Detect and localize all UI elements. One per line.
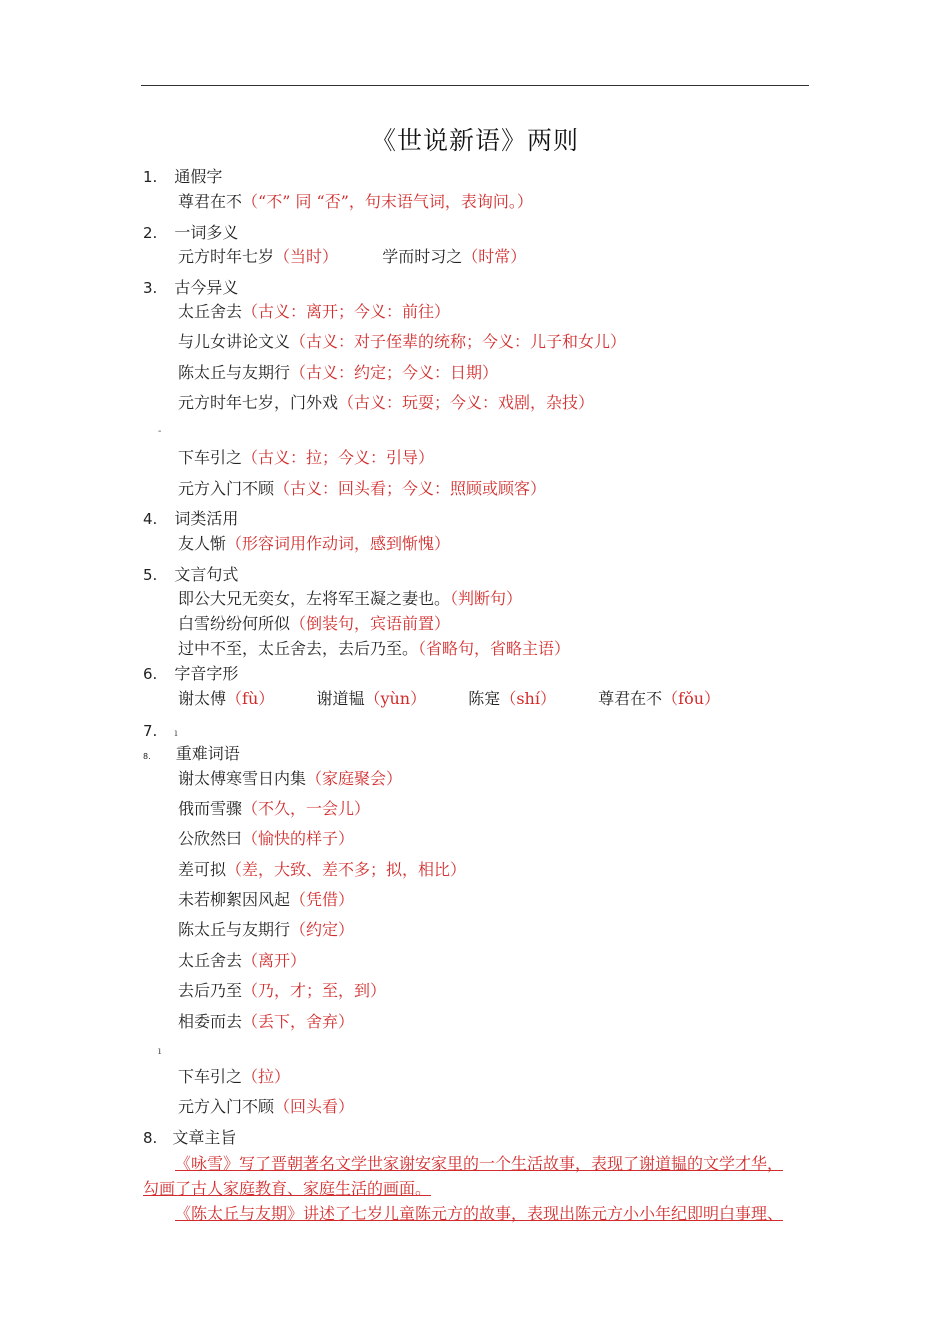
entry-note: （不久，一会儿） bbox=[242, 799, 371, 818]
entry-cy-1 bbox=[178, 768, 402, 790]
entry-note: （倒装句，宾语前置） bbox=[290, 614, 451, 633]
entry-text: 学而时习之 bbox=[382, 247, 463, 266]
entry-note: （离开） bbox=[242, 951, 307, 970]
stray-mark: ı bbox=[158, 1046, 162, 1057]
entry-jushi-3 bbox=[178, 638, 570, 660]
section-3-heading bbox=[143, 277, 238, 299]
entry-cy-5 bbox=[178, 889, 354, 911]
section-8-vocab-heading bbox=[143, 743, 240, 768]
section-number: 3. bbox=[143, 279, 158, 297]
entry-note: （时常） bbox=[462, 247, 527, 266]
entry-text: 谢道韫 bbox=[316, 689, 365, 708]
stray-mark: - bbox=[158, 426, 162, 437]
entry-text: 谢太傅寒雪日内集 bbox=[178, 769, 307, 788]
entry-note: （家庭聚会） bbox=[306, 769, 403, 788]
header-rule bbox=[141, 85, 809, 86]
entry-note: （省略句，省略主语） bbox=[418, 639, 571, 658]
entry-gujin-3 bbox=[178, 362, 498, 384]
section-number: 8. bbox=[143, 1129, 158, 1147]
summary-text: 《咏雪》写了晋朝著名文学世家谢安家里的一个生活故事，表现了谢道韫的文学才华， bbox=[175, 1154, 784, 1173]
entry-cy-4 bbox=[178, 859, 466, 881]
page-title: 《世说新语》两则 bbox=[370, 126, 579, 155]
entry-note: （古义：玩耍；今义：戏剧，杂技） bbox=[338, 393, 595, 412]
entry-note: （凭借） bbox=[290, 890, 355, 909]
entry-note: （shí） bbox=[500, 689, 556, 708]
entry-note: （古义：对子侄辈的统称；今义：儿子和女儿） bbox=[290, 332, 627, 351]
entry-gujin-5 bbox=[178, 447, 434, 469]
entry-text: 尊君在不 bbox=[178, 192, 243, 211]
entry-text: 太丘舍去 bbox=[178, 302, 243, 321]
section-6-heading bbox=[143, 663, 238, 685]
section-title: 文章主旨 bbox=[172, 1128, 237, 1147]
section-4-heading bbox=[143, 508, 238, 530]
entry-text: 下车引之 bbox=[178, 1067, 243, 1086]
entry-cy-3 bbox=[178, 828, 354, 850]
entry-note: （差，大致、差不多；拟，相比） bbox=[226, 860, 467, 879]
entry-text: 元方入门不顾 bbox=[178, 479, 275, 498]
section-number: 1. bbox=[143, 168, 158, 186]
entry-note: （fù） bbox=[226, 689, 275, 708]
section-2-heading bbox=[143, 222, 238, 244]
entry-text: 俄而雪骤 bbox=[178, 799, 243, 818]
section-number: 4. bbox=[143, 510, 158, 528]
entry-note: （形容词用作动词，感到惭愧） bbox=[226, 534, 451, 553]
entry-text: 陈太丘与友期行 bbox=[178, 920, 291, 939]
section-title: 重难词语 bbox=[175, 744, 240, 763]
section-number: 7. bbox=[143, 722, 158, 740]
entry-text: 陈寔 bbox=[468, 689, 501, 708]
section-title: 一词多义 bbox=[174, 223, 239, 242]
entry-gujin-1 bbox=[178, 301, 450, 323]
entry-cy-7 bbox=[178, 950, 306, 972]
entry-note: （拉） bbox=[242, 1067, 291, 1086]
entry-text: 元方时年七岁，门外戏 bbox=[178, 393, 339, 412]
entry-text: 公欣然曰 bbox=[178, 829, 243, 848]
section-1-heading bbox=[143, 166, 222, 188]
entry-text: 元方时年七岁 bbox=[178, 247, 275, 266]
entry-note: （丢下，舍弃） bbox=[242, 1012, 355, 1031]
section-mark: ı bbox=[174, 728, 178, 739]
summary-text: 《陈太丘与友期》讲述了七岁儿童陈元方的故事，表现出陈元方小小年纪即明白事理、 bbox=[175, 1204, 784, 1223]
entry-text: 与儿女讲论文义 bbox=[178, 332, 291, 351]
entry-jushi-2 bbox=[178, 613, 450, 635]
entry-text: 元方入门不顾 bbox=[178, 1097, 275, 1116]
entry-cy-6 bbox=[178, 919, 354, 941]
entry-text: 即公大兄无奕女，左将军王凝之妻也。 bbox=[178, 589, 451, 608]
entry-note: （判断句） bbox=[450, 589, 523, 608]
section-title: 古今异义 bbox=[174, 278, 239, 297]
entry-note: （古义：离开；今义：前往） bbox=[242, 302, 451, 321]
entry-ziyin bbox=[178, 688, 720, 710]
entry-text: 相委而去 bbox=[178, 1012, 243, 1031]
entry-text: 未若柳絮因风起 bbox=[178, 890, 291, 909]
section-number: 5. bbox=[143, 566, 158, 584]
section-title: 字音字形 bbox=[174, 664, 239, 683]
entry-cy-11 bbox=[178, 1096, 354, 1118]
entry-note: （回头看） bbox=[274, 1097, 355, 1116]
entry-note: （“不” 同 “否”，句末语气词，表询问。） bbox=[242, 192, 533, 211]
summary-paragraph-1-line-1 bbox=[143, 1151, 843, 1176]
entry-note: （约定） bbox=[290, 920, 355, 939]
entry-note: （当时） bbox=[274, 247, 339, 266]
section-number: 2. bbox=[143, 224, 158, 242]
entry-note: （愉快的样子） bbox=[242, 829, 355, 848]
entry-note: （乃，才；至，到） bbox=[242, 981, 387, 1000]
entry-note: （古义：回头看；今义：照顾或顾客） bbox=[274, 479, 547, 498]
entry-jushi-1 bbox=[178, 588, 522, 610]
summary-text: 勾画了古人家庭教育、家庭生活的画面。 bbox=[143, 1179, 432, 1198]
entry-yiciduoyi bbox=[178, 246, 526, 268]
entry-gujin-6 bbox=[178, 478, 546, 500]
entry-cy-2 bbox=[178, 798, 370, 820]
entry-tongjiazi bbox=[178, 191, 533, 213]
summary-paragraph-2-line-1 bbox=[143, 1201, 843, 1226]
entry-cilei bbox=[178, 533, 450, 555]
section-5-heading bbox=[143, 564, 238, 586]
entry-note: （fǒu） bbox=[662, 689, 721, 708]
entry-note: （古义：拉；今义：引导） bbox=[242, 448, 435, 467]
summary-paragraph-1-line-2 bbox=[143, 1176, 811, 1201]
entry-note: （古义：约定；今义：日期） bbox=[290, 363, 499, 382]
entry-text: 下车引之 bbox=[178, 448, 243, 467]
section-number: 6. bbox=[143, 665, 158, 683]
entry-text: 差可拟 bbox=[178, 860, 227, 879]
entry-text: 陈太丘与友期行 bbox=[178, 363, 291, 382]
entry-text: 过中不至，太丘舍去，去后乃至。 bbox=[178, 639, 419, 658]
entry-text: 去后乃至 bbox=[178, 981, 243, 1000]
section-8-theme-heading bbox=[143, 1127, 236, 1149]
entry-cy-9 bbox=[178, 1011, 354, 1033]
entry-cy-8 bbox=[178, 980, 386, 1002]
entry-text: 白雪纷纷何所似 bbox=[178, 614, 291, 633]
entry-cy-10 bbox=[178, 1066, 290, 1088]
section-title: 文言句式 bbox=[174, 565, 239, 584]
entry-text: 太丘舍去 bbox=[178, 951, 243, 970]
section-7-heading bbox=[143, 720, 178, 745]
entry-gujin-4 bbox=[178, 392, 594, 414]
entry-text: 谢太傅 bbox=[178, 689, 227, 708]
section-number: 8. bbox=[143, 752, 151, 761]
entry-text: 友人惭 bbox=[178, 534, 227, 553]
entry-gujin-2 bbox=[178, 331, 626, 353]
entry-text: 尊君在不 bbox=[598, 689, 663, 708]
entry-note: （yùn） bbox=[364, 689, 427, 708]
section-title: 词类活用 bbox=[174, 509, 239, 528]
section-title: 通假字 bbox=[174, 167, 223, 186]
